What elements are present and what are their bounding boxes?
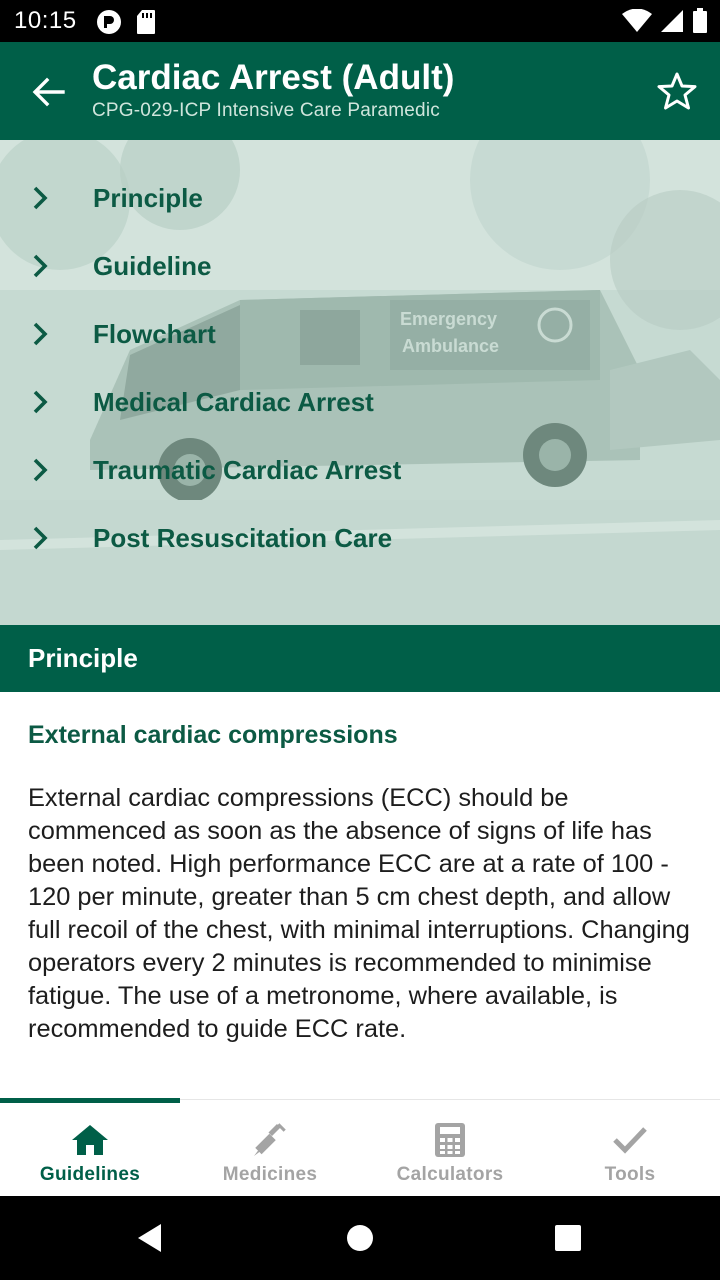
bottom-navigation bbox=[0, 1099, 720, 1196]
link-label: Guideline bbox=[93, 250, 212, 281]
signal-icon bbox=[660, 9, 684, 38]
nav-tab-label: Guidelines bbox=[39, 1164, 141, 1185]
nav-tab-tools[interactable] bbox=[540, 1100, 720, 1197]
star-outline-icon bbox=[657, 72, 697, 110]
status-time: 10:15 bbox=[14, 7, 77, 34]
link-post-resuscitation-care[interactable] bbox=[0, 504, 720, 572]
ambulance-background-text-1: Emergency bbox=[400, 309, 498, 329]
link-medical-cardiac-arrest[interactable] bbox=[0, 368, 720, 436]
link-label: Post Resuscitation Care bbox=[93, 522, 393, 553]
back-button[interactable] bbox=[22, 68, 74, 116]
system-navigation-bar bbox=[0, 1196, 720, 1280]
page-title: Cardiac Arrest (Adult) bbox=[92, 58, 455, 97]
chevron-right-icon bbox=[30, 320, 54, 348]
sd-card-icon bbox=[136, 9, 156, 40]
link-guideline[interactable] bbox=[0, 232, 720, 300]
content-heading: External cardiac compressions bbox=[28, 721, 398, 749]
wifi-icon bbox=[622, 9, 652, 38]
chevron-right-icon bbox=[30, 524, 54, 552]
section-header bbox=[0, 625, 720, 692]
check-icon bbox=[610, 1122, 650, 1158]
content-body-text: External cardiac compressions (ECC) should be commenced as soon as the absence of signs of life has been noted. High performance ECC are at a rate of 100 - 120 per minute, greater than 5 cm chest depth, and allow full recoil of the chest, with minimal interruptions. Changing operators every 2 minutes is recommended to minimise fatigue. The use of a metronome, where available, is recommended to guide ECC rate. bbox=[28, 784, 690, 1043]
link-label: Medical Cardiac Arrest bbox=[93, 386, 374, 417]
home-icon bbox=[70, 1122, 110, 1158]
circle-home-icon bbox=[345, 1223, 375, 1253]
nav-tab-label: Medicines bbox=[222, 1164, 318, 1185]
app-bar bbox=[0, 42, 720, 140]
link-label: Principle bbox=[93, 182, 203, 213]
nav-tab-label: Tools bbox=[604, 1164, 656, 1185]
nav-tab-calculators[interactable] bbox=[360, 1100, 540, 1197]
arrow-left-icon bbox=[31, 77, 65, 107]
nav-tab-label: Calculators bbox=[396, 1164, 504, 1185]
status-system-icons bbox=[622, 8, 708, 39]
section-content bbox=[0, 692, 720, 1100]
triangle-back-icon bbox=[135, 1222, 165, 1254]
chevron-right-icon bbox=[30, 252, 54, 280]
favorite-button[interactable] bbox=[654, 68, 700, 114]
link-traumatic-cardiac-arrest[interactable] bbox=[0, 436, 720, 504]
syringe-icon bbox=[250, 1122, 290, 1158]
system-recents-button[interactable] bbox=[548, 1218, 588, 1258]
link-label: Traumatic Cardiac Arrest bbox=[93, 454, 402, 485]
chevron-right-icon bbox=[30, 388, 54, 416]
link-label: Flowchart bbox=[93, 318, 216, 349]
section-links-list bbox=[0, 164, 720, 572]
nav-tab-guidelines[interactable] bbox=[0, 1100, 180, 1197]
square-recents-icon bbox=[554, 1224, 582, 1252]
system-home-button[interactable] bbox=[340, 1218, 380, 1258]
battery-icon bbox=[692, 8, 708, 39]
section-header-title: Principle bbox=[28, 643, 138, 673]
link-principle[interactable] bbox=[0, 164, 720, 232]
link-flowchart[interactable] bbox=[0, 300, 720, 368]
system-back-button[interactable] bbox=[130, 1218, 170, 1258]
calculator-icon bbox=[430, 1122, 470, 1158]
chevron-right-icon bbox=[30, 456, 54, 484]
page-subtitle: CPG-029-ICP Intensive Care Paramedic bbox=[92, 100, 440, 121]
hero-section bbox=[0, 140, 720, 626]
chevron-right-icon bbox=[30, 184, 54, 212]
status-bar bbox=[0, 0, 720, 42]
status-notification-icons bbox=[96, 9, 156, 40]
ambulance-background-text-2: Ambulance bbox=[402, 336, 500, 356]
nav-tab-medicines[interactable] bbox=[180, 1100, 360, 1197]
app-notification-icon bbox=[96, 9, 122, 40]
